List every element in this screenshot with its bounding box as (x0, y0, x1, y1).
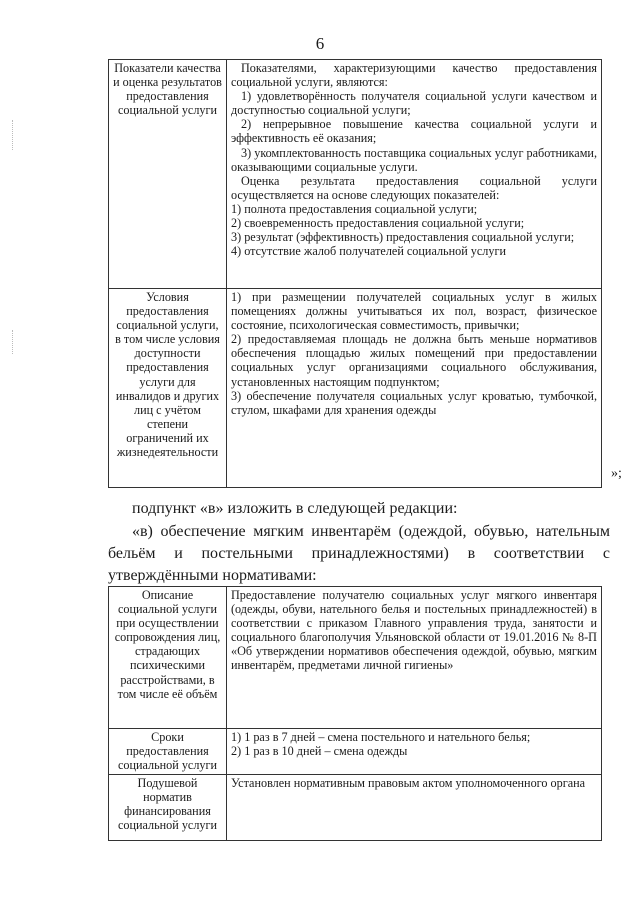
margin-mark (12, 120, 14, 150)
row-content (227, 729, 602, 775)
paragraph: 2) предоставляемая площадь не должна быть меньше нормативов обеспечения площадью жилых помещений при предоставлении социальных услуг организациями социального обслуживания, установленных настоящим подпунктом; (231, 332, 597, 389)
paragraph: Предоставление получателю социальных услуг мягкого инвентаря (одежды, обуви, нательного белья и постельных принадлежностей) в соответствии с приказом Главного управления труда, занятости и социального благополучия Ульяновской области от 19.01.2016 № 8-П «Об утверждении нормативов обеспечения одеждой, обувью, мягким инвентарём, предметами личной гигиены» (231, 588, 597, 673)
table-row (109, 729, 602, 775)
paragraph: 1) полнота предоставления социальной услуги; (231, 201, 478, 216)
amendment-text: «в) обеспечение мягким инвентарём (одеждой, обувью, нательным бельём и постельными принадлежностями) в соответствии с утверждёнными нормативами: (108, 523, 610, 584)
row-content (227, 289, 602, 488)
row-label: Условия предоставления социальной услуги, в том числе условия доступности предоставления услуги для инвалидов и других лиц с учётом степени ограничений их жизнедеятельности (109, 289, 227, 488)
paragraph: 2) непрерывное повышение качества социальной услуги и эффективность её оказания; (231, 117, 597, 146)
table-row (109, 587, 602, 729)
paragraph: 2) 1 раз в 10 дней – смена одежды (231, 744, 408, 759)
paragraph: 3) результат (эффективность) предоставления социальной услуги; (231, 230, 575, 245)
table-row (109, 775, 602, 841)
row-content (227, 775, 602, 841)
instruction-line: подпункт «в» изложить в следующей редакции: (132, 500, 458, 517)
row-label: Показатели качества и оценка результатов предоставления социальной услуги (109, 60, 227, 289)
row-label: Сроки предоставления социальной услуги (109, 729, 227, 775)
closing-mark: »; (611, 466, 622, 481)
paragraph: Показателями, характеризующими качество предоставления социальной услуги, являются: (231, 61, 597, 90)
paragraph: 2) своевременность предоставления социальной услуги; (231, 216, 525, 231)
service-table-1 (108, 59, 602, 488)
paragraph: 1) при размещении получателей социальных услуг в жилых помещениях должны учитываться их пол, возраст, физическое состояние, психологическая совместимость, привычки; (231, 290, 597, 333)
paragraph: Оценка результата предоставления социальной услуги осуществляется на основе следующих показателей: (231, 173, 597, 202)
margin-mark (12, 330, 14, 354)
service-table-2 (108, 586, 602, 841)
paragraph: 3) укомплектованность поставщика социальных услуг работниками, оказывающими социальные услуги. (231, 145, 597, 174)
page-number: 6 (315, 34, 325, 53)
table-row (109, 60, 602, 289)
table-row (109, 289, 602, 488)
row-content (227, 60, 602, 289)
paragraph: 1) 1 раз в 7 дней – смена постельного и нательного белья; (231, 730, 531, 744)
row-content (227, 587, 602, 729)
paragraph: 1) удовлетворённость получателя социальной услуги качеством и доступностью социальной услуги; (231, 89, 597, 118)
row-label: Подушевой норматив финансирования социальной услуги (109, 775, 227, 841)
paragraph: 3) обеспечение получателя социальных услуг кроватью, тумбочкой, стулом, шкафами для хранения одежды (231, 388, 597, 417)
paragraph: 4) отсутствие жалоб получателей социальной услуги (231, 244, 506, 259)
paragraph: Установлен нормативным правовым актом уполномоченного органа (231, 776, 586, 790)
row-label: Описание социальной услуги при осуществлении сопровождения лиц, страдающих психическими расстройствами, в том числе её объём (109, 587, 227, 729)
